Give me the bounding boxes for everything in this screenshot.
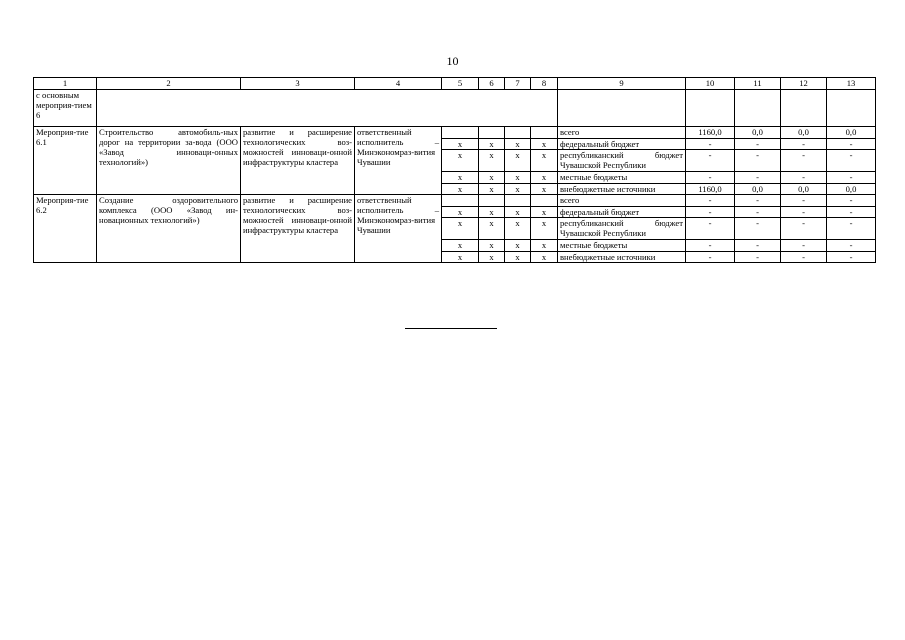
code-cell: х (531, 252, 558, 263)
amount-cell: - (827, 195, 876, 207)
code-cell (479, 195, 505, 207)
page-number: 10 (446, 54, 459, 68)
code-cell (505, 127, 531, 139)
program-table (33, 77, 876, 263)
amount-cell: - (735, 240, 781, 252)
table-row (34, 195, 876, 207)
funding-source: внебюджетные источники (558, 252, 686, 263)
amount-cell: 0,0 (735, 184, 781, 195)
funding-source: всего (558, 127, 686, 139)
code-cell: х (531, 207, 558, 218)
code-cell: х (531, 218, 558, 240)
amount-cell: - (827, 172, 876, 184)
group-empty-cell (827, 90, 876, 127)
code-cell: х (505, 150, 531, 172)
amount-cell: - (827, 240, 876, 252)
amount-cell: - (827, 150, 876, 172)
code-cell: х (442, 172, 479, 184)
amount-cell: - (735, 218, 781, 240)
group-label: с основным мероприя-тием 6 (34, 90, 97, 127)
event-id: Мероприя-тие 6.2 (34, 195, 97, 263)
amount-cell: - (735, 252, 781, 263)
amount-cell: - (735, 172, 781, 184)
code-cell: х (479, 240, 505, 252)
amount-cell: - (781, 172, 827, 184)
amount-cell: - (735, 150, 781, 172)
code-cell: х (505, 252, 531, 263)
amount-cell: - (686, 172, 735, 184)
event-executor: ответственный исполнитель – Минэкономраз-вития Чувашии (355, 127, 442, 195)
column-header: 10 (686, 78, 735, 90)
code-cell: х (479, 252, 505, 263)
amount-cell: 0,0 (827, 184, 876, 195)
code-cell: х (531, 139, 558, 150)
column-header: 1 (34, 78, 97, 90)
code-cell: х (442, 207, 479, 218)
amount-cell: - (781, 240, 827, 252)
code-cell (442, 127, 479, 139)
amount-cell: - (686, 207, 735, 218)
amount-cell: - (686, 150, 735, 172)
amount-cell: - (686, 240, 735, 252)
amount-cell: - (781, 218, 827, 240)
code-cell: х (442, 240, 479, 252)
column-header: 2 (97, 78, 241, 90)
code-cell: х (505, 172, 531, 184)
code-cell: х (505, 139, 531, 150)
code-cell: х (479, 139, 505, 150)
code-cell: х (479, 184, 505, 195)
funding-source: республиканский бюджет Чувашской Республики (558, 218, 686, 240)
funding-source: республиканский бюджет Чувашской Республики (558, 150, 686, 172)
funding-source: местные бюджеты (558, 240, 686, 252)
column-header: 5 (442, 78, 479, 90)
code-cell (531, 195, 558, 207)
column-header: 9 (558, 78, 686, 90)
amount-cell: - (781, 150, 827, 172)
amount-cell: 0,0 (827, 127, 876, 139)
amount-cell: - (827, 252, 876, 263)
code-cell (505, 195, 531, 207)
amount-cell: 0,0 (735, 127, 781, 139)
code-cell: х (442, 150, 479, 172)
amount-cell: - (686, 195, 735, 207)
column-header: 13 (827, 78, 876, 90)
code-cell (479, 127, 505, 139)
amount-cell: 1160,0 (686, 184, 735, 195)
group-empty-cell (686, 90, 735, 127)
code-cell (442, 195, 479, 207)
amount-cell: - (827, 139, 876, 150)
code-cell: х (442, 184, 479, 195)
code-cell: х (531, 150, 558, 172)
code-cell: х (479, 207, 505, 218)
amount-cell: 1160,0 (686, 127, 735, 139)
code-cell: х (479, 150, 505, 172)
funding-source: внебюджетные источники (558, 184, 686, 195)
code-cell (531, 127, 558, 139)
column-header: 12 (781, 78, 827, 90)
event-goal: развитие и расширение технологических воз-можностей инноваци-онной инфраструктуры кластера (241, 195, 355, 263)
footer-rule (405, 328, 497, 329)
column-header: 6 (479, 78, 505, 90)
column-header: 11 (735, 78, 781, 90)
group-empty-cell (735, 90, 781, 127)
code-cell: х (505, 207, 531, 218)
column-header: 4 (355, 78, 442, 90)
funding-source: федеральный бюджет (558, 139, 686, 150)
event-id: Мероприя-тие 6.1 (34, 127, 97, 195)
amount-cell: - (686, 218, 735, 240)
funding-source: всего (558, 195, 686, 207)
event-goal: развитие и расширение технологических воз-можностей инноваци-онной инфраструктуры кластера (241, 127, 355, 195)
column-header-row (34, 78, 876, 90)
column-header: 8 (531, 78, 558, 90)
code-cell: х (531, 172, 558, 184)
amount-cell: - (781, 252, 827, 263)
amount-cell: 0,0 (781, 184, 827, 195)
code-cell: х (505, 240, 531, 252)
amount-cell: - (686, 139, 735, 150)
amount-cell: - (735, 195, 781, 207)
code-cell: х (505, 184, 531, 195)
amount-cell: - (735, 207, 781, 218)
group-empty-cell (97, 90, 558, 127)
code-cell: х (531, 240, 558, 252)
column-header: 3 (241, 78, 355, 90)
code-cell: х (505, 218, 531, 240)
amount-cell: - (735, 139, 781, 150)
code-cell: х (442, 218, 479, 240)
code-cell: х (442, 252, 479, 263)
funding-source: федеральный бюджет (558, 207, 686, 218)
amount-cell: - (827, 218, 876, 240)
table-row (34, 127, 876, 139)
event-name: Строительство автомобиль-ных дорог на территории за-вода (ООО «Завод инноваци-онных технологий») (97, 127, 241, 195)
code-cell: х (479, 172, 505, 184)
group-empty-cell (781, 90, 827, 127)
amount-cell: - (781, 195, 827, 207)
group-row (34, 90, 876, 127)
event-name: Создание оздоровительного комплекса (ООО «Завод ин-новационных технологий») (97, 195, 241, 263)
amount-cell: - (781, 207, 827, 218)
amount-cell: - (827, 207, 876, 218)
amount-cell: - (781, 139, 827, 150)
code-cell: х (531, 184, 558, 195)
group-empty-cell (558, 90, 686, 127)
amount-cell: - (686, 252, 735, 263)
column-header: 7 (505, 78, 531, 90)
funding-source: местные бюджеты (558, 172, 686, 184)
event-executor: ответственный исполнитель – Минэкономраз-вития Чувашии (355, 195, 442, 263)
code-cell: х (479, 218, 505, 240)
amount-cell: 0,0 (781, 127, 827, 139)
code-cell: х (442, 139, 479, 150)
